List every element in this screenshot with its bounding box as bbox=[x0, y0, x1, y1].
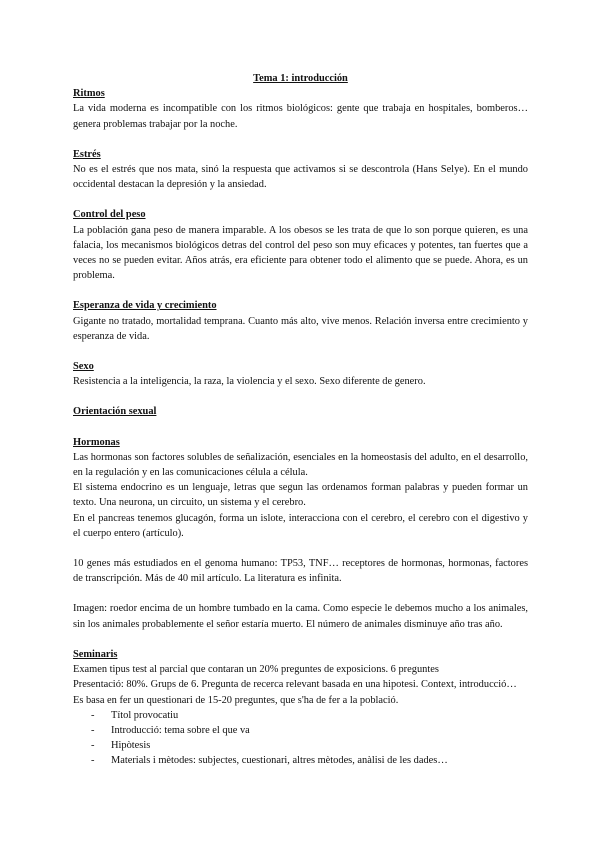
paragraph-hormonas-4: 10 genes más estudiados en el genoma humano: TP53, TNF… receptores de hormonas, hormonas, factores de transcripción. Más de 40 mil artículo. La literatura es infinita. bbox=[73, 558, 528, 585]
document-title: Tema 1: introducción bbox=[253, 73, 348, 84]
paragraph-estres: No es el estrés que nos mata, sinó la respuesta que activamos si se descontrola (Hans Selye). En el mundo occidental destacan la depresión y la ansiedad. bbox=[73, 164, 528, 191]
paragraph-seminaris-2: Presentació: 80%. Grups de 6. Pregunta de recerca relevant basada en una hipotesi. Context, introducció… bbox=[73, 679, 517, 691]
heading-ritmos: Ritmos bbox=[73, 88, 105, 100]
paragraph-ritmos: La vida moderna es incompatible con los ritmos biológicos: gente que trabaja en hospitales, bomberos… genera problemas trabajar por la noche. bbox=[73, 103, 528, 130]
heading-esperanza: Esperanza de vida y crecimiento bbox=[73, 300, 217, 312]
list-item: - Títol provocatiu bbox=[91, 708, 528, 723]
heading-sexo: Sexo bbox=[73, 361, 94, 373]
heading-orientacion: Orientación sexual bbox=[73, 406, 157, 418]
list-item: - Introducció: tema sobre el que va bbox=[91, 723, 528, 738]
paragraph-hormonas-2: El sistema endocrino es un lenguaje, letras que segun las ordenamos forman palabras y pueden formar un texto. Una neurona, un circuito, un sistema y el cerebro. bbox=[73, 482, 528, 509]
paragraph-hormonas-3: En el pancreas tenemos glucagón, forma un islote, interacciona con el cerebro, el cerebro con el digestivo y el cuerpo entero (artículo). bbox=[73, 512, 528, 539]
document-page bbox=[73, 71, 528, 769]
paragraph-control-peso: La población gana peso de manera imparable. A los obesos se les trata de que lo son porque quieren, es una falacia, los mecanismos biológicos detras del control del peso son muy eficaces y potentes, tan fuertes que a veces no se pueden evitar. Años atrás, era eficiente para obtener todo el alimento que se puede. Ahora, es un problema. bbox=[73, 224, 528, 282]
paragraph-esperanza: Gigante no tratado, mortalidad temprana. Cuanto más alto, vive menos. Relación inversa entre crecimiento y esperanza de vida. bbox=[73, 315, 528, 342]
seminaris-list bbox=[73, 708, 528, 769]
list-item: - Hipòtesis bbox=[91, 738, 528, 753]
paragraph-seminaris-1: Examen tipus test al parcial que contaran un 20% preguntes de exposicions. 6 preguntes bbox=[73, 664, 439, 676]
list-item: - Materials i mètodes: subjectes, cuestionari, altres mètodes, anàlisi de les dades… bbox=[91, 753, 528, 768]
heading-hormonas: Hormonas bbox=[73, 436, 120, 448]
heading-control-peso: Control del peso bbox=[73, 209, 146, 221]
paragraph-hormonas-5: Imagen: roedor encima de un hombre tumbado en la cama. Como especie le debemos mucho a los animales, sin los animales probablemente el señor estaría muerto. El número de animales disminuye año tras año. bbox=[73, 603, 528, 630]
paragraph-sexo: Resistencia a la inteligencia, la raza, la violencia y el sexo. Sexo diferente de genero. bbox=[73, 376, 426, 388]
heading-seminaris: Seminaris bbox=[73, 648, 118, 660]
paragraph-seminaris-3: Es basa en fer un questionari de 15-20 preguntes, que s'ha de fer a la població. bbox=[73, 694, 399, 706]
paragraph-hormonas-1: Las hormonas son factores solubles de señalización, esenciales en la homeostasis del adulto, en el desarrollo, en la regulación y en las comunicaciones célula a célula. bbox=[73, 451, 528, 479]
heading-estres: Estrés bbox=[73, 148, 101, 160]
